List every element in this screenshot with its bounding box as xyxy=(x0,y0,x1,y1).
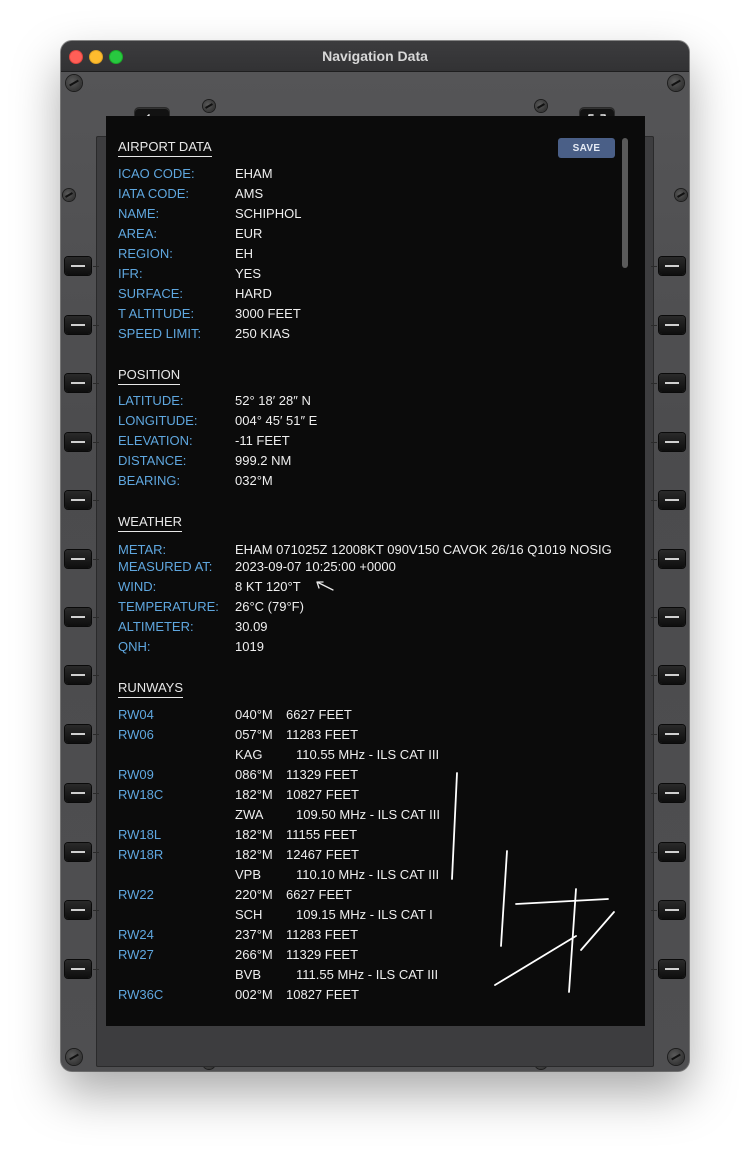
window-title: Navigation Data xyxy=(322,48,428,64)
field-label: LONGITUDE: xyxy=(118,413,198,428)
line-select-key[interactable] xyxy=(659,666,685,684)
field-value: EHAM xyxy=(235,166,273,181)
field-label: IATA CODE: xyxy=(118,186,190,201)
key-marker xyxy=(93,617,99,618)
key-marker xyxy=(651,734,657,735)
key-marker xyxy=(93,969,99,970)
airport-data-heading: AIRPORT DATA xyxy=(118,139,212,157)
line-select-key[interactable] xyxy=(659,316,685,334)
key-marker xyxy=(93,266,99,267)
ils-identifier: VPB xyxy=(235,867,262,882)
runway-name[interactable]: RW22 xyxy=(118,887,154,902)
screw-icon xyxy=(668,1049,684,1065)
runway-name[interactable]: RW27 xyxy=(118,947,154,962)
ils-identifier: BVB xyxy=(235,967,262,982)
field-label: ELEVATION: xyxy=(118,433,193,448)
field-value: 032°M xyxy=(235,473,273,488)
runway-name[interactable]: RW36C xyxy=(118,987,164,1002)
field-label: TEMPERATURE: xyxy=(118,599,219,614)
line-select-key[interactable] xyxy=(659,843,685,861)
line-select-key[interactable] xyxy=(659,433,685,451)
field-value: EH xyxy=(235,246,254,261)
line-select-key[interactable] xyxy=(65,901,91,919)
title-bar xyxy=(61,41,689,72)
runway-name[interactable]: RW18C xyxy=(118,787,164,802)
line-select-key[interactable] xyxy=(659,374,685,392)
key-marker xyxy=(93,442,99,443)
field-label: ICAO CODE: xyxy=(118,166,195,181)
ils-identifier: ZWA xyxy=(235,807,264,822)
key-marker xyxy=(93,910,99,911)
screw-icon xyxy=(66,75,82,91)
field-value: 3000 FEET xyxy=(235,306,301,321)
line-select-key[interactable] xyxy=(65,843,91,861)
line-select-key[interactable] xyxy=(659,901,685,919)
key-marker xyxy=(93,500,99,501)
key-marker xyxy=(651,793,657,794)
field-label: LATITUDE: xyxy=(118,393,184,408)
save-button[interactable]: SAVE xyxy=(558,138,615,158)
field-value: 999.2 NM xyxy=(235,453,292,468)
field-value: SCHIPHOL xyxy=(235,206,302,221)
line-select-key[interactable] xyxy=(659,608,685,626)
runway-length: 6627 FEET xyxy=(286,887,352,902)
key-marker xyxy=(651,559,657,560)
key-marker xyxy=(651,910,657,911)
line-select-key[interactable] xyxy=(65,550,91,568)
field-label: MEASURED AT: xyxy=(118,559,213,574)
field-label: BEARING: xyxy=(118,473,181,488)
runway-heading: 002°M xyxy=(235,987,273,1002)
field-label: AREA: xyxy=(118,226,158,241)
key-marker xyxy=(93,734,99,735)
runway-heading: 220°M xyxy=(235,887,273,902)
screw-icon xyxy=(535,100,547,112)
key-marker xyxy=(93,852,99,853)
runway-length: 10827 FEET xyxy=(286,987,359,1002)
line-select-key[interactable] xyxy=(65,257,91,275)
field-value: EUR xyxy=(235,226,263,241)
weather-heading: WEATHER xyxy=(118,514,182,532)
runway-length: 11155 FEET xyxy=(286,827,358,842)
line-select-key[interactable] xyxy=(65,666,91,684)
screw-icon xyxy=(668,75,684,91)
field-label: SURFACE: xyxy=(118,286,184,301)
line-select-key[interactable] xyxy=(659,960,685,978)
field-value: EHAM 071025Z 12008KT 090V150 CAVOK 26/16 Q1019 NOSIG xyxy=(235,542,612,557)
ils-frequency: 109.15 MHz - ILS CAT I xyxy=(296,907,433,922)
field-value: 30.09 xyxy=(235,619,268,634)
cdu-screen[interactable] xyxy=(106,116,645,1026)
field-label: IFR: xyxy=(118,266,143,281)
field-value: 26°C (79°F) xyxy=(235,599,304,614)
key-marker xyxy=(651,617,657,618)
field-label: WIND: xyxy=(118,579,157,594)
handwritten-scribble xyxy=(106,116,645,1026)
line-select-key[interactable] xyxy=(659,257,685,275)
line-select-key[interactable] xyxy=(65,433,91,451)
field-value: 52° 18′ 28″ N xyxy=(235,393,311,408)
field-label: REGION: xyxy=(118,246,173,261)
runway-name[interactable]: RW06 xyxy=(118,727,154,742)
field-label: QNH: xyxy=(118,639,151,654)
key-marker xyxy=(651,675,657,676)
line-select-key[interactable] xyxy=(65,316,91,334)
runway-length: 11283 FEET xyxy=(286,927,359,942)
runway-length: 11329 FEET xyxy=(286,767,359,782)
screw-icon xyxy=(66,1049,82,1065)
runway-name[interactable]: RW04 xyxy=(118,707,154,722)
key-marker xyxy=(651,852,657,853)
runways-heading: RUNWAYS xyxy=(118,680,183,698)
runway-length: 11329 FEET xyxy=(286,947,359,962)
key-marker xyxy=(93,675,99,676)
line-select-key[interactable] xyxy=(65,491,91,509)
field-value: 8 KT 120°T xyxy=(235,579,301,594)
runway-heading: 057°M xyxy=(235,727,273,742)
runway-length: 11283 FEET xyxy=(286,727,359,742)
line-select-key[interactable] xyxy=(65,608,91,626)
key-marker xyxy=(93,383,99,384)
runway-heading: 040°M xyxy=(235,707,273,722)
ils-identifier: SCH xyxy=(235,907,263,922)
screw-icon xyxy=(675,189,687,201)
runway-name[interactable]: RW18L xyxy=(118,827,162,842)
runway-heading: 182°M xyxy=(235,787,273,802)
position-heading: POSITION xyxy=(118,367,180,385)
runway-name[interactable]: RW24 xyxy=(118,927,154,942)
key-marker xyxy=(651,383,657,384)
ils-frequency: 110.10 MHz - ILS CAT III xyxy=(296,867,440,882)
line-select-key[interactable] xyxy=(65,725,91,743)
line-select-key[interactable] xyxy=(65,374,91,392)
field-label: DISTANCE: xyxy=(118,453,187,468)
line-select-key[interactable] xyxy=(65,960,91,978)
line-select-key[interactable] xyxy=(65,784,91,802)
runway-length: 12467 FEET xyxy=(286,847,359,862)
field-value: 2023-09-07 10:25:00 +0000 xyxy=(235,559,396,574)
key-marker xyxy=(93,325,99,326)
field-label: T ALTITUDE: xyxy=(118,306,195,321)
field-value: YES xyxy=(235,266,262,281)
key-marker xyxy=(651,969,657,970)
key-marker xyxy=(651,500,657,501)
field-value: 1019 xyxy=(235,639,264,654)
key-marker xyxy=(93,793,99,794)
line-select-key[interactable] xyxy=(659,491,685,509)
runway-heading: 182°M xyxy=(235,827,273,842)
ils-frequency: 110.55 MHz - ILS CAT III xyxy=(296,747,440,762)
runway-heading: 266°M xyxy=(235,947,273,962)
field-label: METAR: xyxy=(118,542,167,557)
runway-heading: 237°M xyxy=(235,927,273,942)
line-select-key[interactable] xyxy=(659,784,685,802)
field-label: SPEED LIMIT: xyxy=(118,326,202,341)
screw-icon xyxy=(63,189,75,201)
ils-identifier: KAG xyxy=(235,747,263,762)
runway-name[interactable]: RW18R xyxy=(118,847,164,862)
key-marker xyxy=(93,559,99,560)
screw-icon xyxy=(203,100,215,112)
field-value: HARD xyxy=(235,286,272,301)
runway-length: 10827 FEET xyxy=(286,787,359,802)
runway-length: 6627 FEET xyxy=(286,707,352,722)
ils-frequency: 109.50 MHz - ILS CAT III xyxy=(296,807,441,822)
key-marker xyxy=(651,442,657,443)
field-value: -11 FEET xyxy=(235,433,290,448)
field-value: AMS xyxy=(235,186,264,201)
line-select-key[interactable] xyxy=(659,725,685,743)
runway-heading: 182°M xyxy=(235,847,273,862)
runway-heading: 086°M xyxy=(235,767,273,782)
line-select-key[interactable] xyxy=(659,550,685,568)
runway-name[interactable]: RW09 xyxy=(118,767,154,782)
key-marker xyxy=(651,325,657,326)
field-value: 004° 45′ 51″ E xyxy=(235,413,318,428)
field-label: ALTIMETER: xyxy=(118,619,194,634)
field-label: NAME: xyxy=(118,206,160,221)
field-value: 250 KIAS xyxy=(235,326,290,341)
ils-frequency: 111.55 MHz - ILS CAT III xyxy=(296,967,439,982)
key-marker xyxy=(651,266,657,267)
